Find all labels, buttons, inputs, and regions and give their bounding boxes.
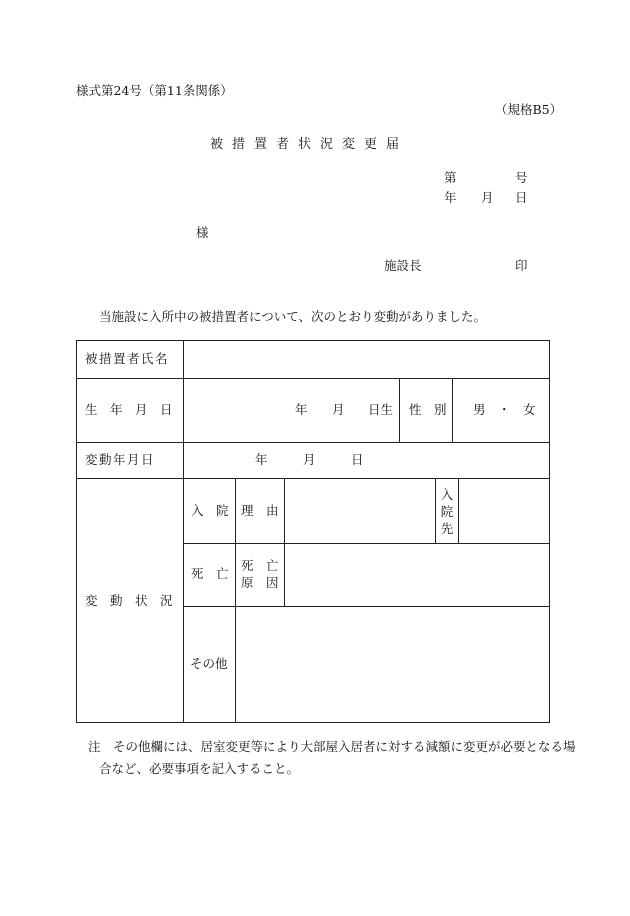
note-line-1: 注 その他欄には、居室変更等により大部屋入居者に対する減額に変更が必要となる場	[88, 739, 576, 754]
row-divider	[77, 378, 549, 379]
intro-text: 当施設に入所中の被措置者について、次のとおり変動がありました。	[99, 309, 487, 324]
birth-day: 日生	[368, 402, 394, 417]
birth-year: 年	[295, 402, 308, 417]
change-year: 年	[255, 452, 268, 467]
birth-month: 月	[332, 402, 345, 417]
name-label: 被措置者氏名	[85, 351, 170, 366]
document-title: 被措置者状況変更届	[210, 137, 409, 152]
form-number: 様式第24号（第11条関係）	[76, 83, 233, 98]
death-cause-label-line2: 原 因	[241, 575, 279, 590]
seal-mark: 印	[515, 258, 528, 273]
other-label: その他	[190, 656, 228, 671]
number-prefix: 第	[444, 170, 457, 185]
column-divider	[235, 478, 236, 722]
reason-label: 理 由	[241, 503, 279, 518]
column-divider	[284, 478, 285, 606]
date-year: 年	[444, 190, 457, 205]
addressee-honorific: 様	[196, 225, 209, 240]
note-line-2: 合など、必要事項を記入すること。	[99, 761, 300, 776]
sex-options: 男 ・ 女	[473, 402, 536, 417]
sex-label: 性 別	[409, 402, 447, 417]
death-label: 死 亡	[191, 566, 229, 581]
hospital-destination-label: 入院先	[440, 487, 454, 536]
row-divider	[77, 442, 549, 443]
column-divider	[399, 378, 400, 442]
column-divider	[458, 478, 459, 543]
change-status-label: 変 動 状 況	[85, 593, 173, 608]
column-divider	[452, 378, 453, 442]
number-suffix: 号	[515, 170, 528, 185]
hospitalization-label: 入 院	[191, 503, 229, 518]
row-divider	[183, 606, 549, 607]
change-month: 月	[303, 452, 316, 467]
change-report-form	[76, 340, 550, 723]
change-date-label: 変動年月日	[85, 452, 156, 467]
column-divider	[435, 478, 436, 543]
change-day: 日	[351, 452, 364, 467]
paper-size: （規格B5）	[495, 102, 563, 117]
facility-head-label: 施設長	[384, 258, 422, 273]
date-day: 日	[515, 190, 528, 205]
date-month: 月	[481, 190, 494, 205]
column-divider	[183, 341, 184, 722]
death-cause-label-line1: 死 亡	[241, 558, 279, 573]
birth-date-label: 生 年 月 日	[85, 402, 173, 417]
row-divider	[183, 543, 549, 544]
row-divider	[77, 478, 549, 479]
